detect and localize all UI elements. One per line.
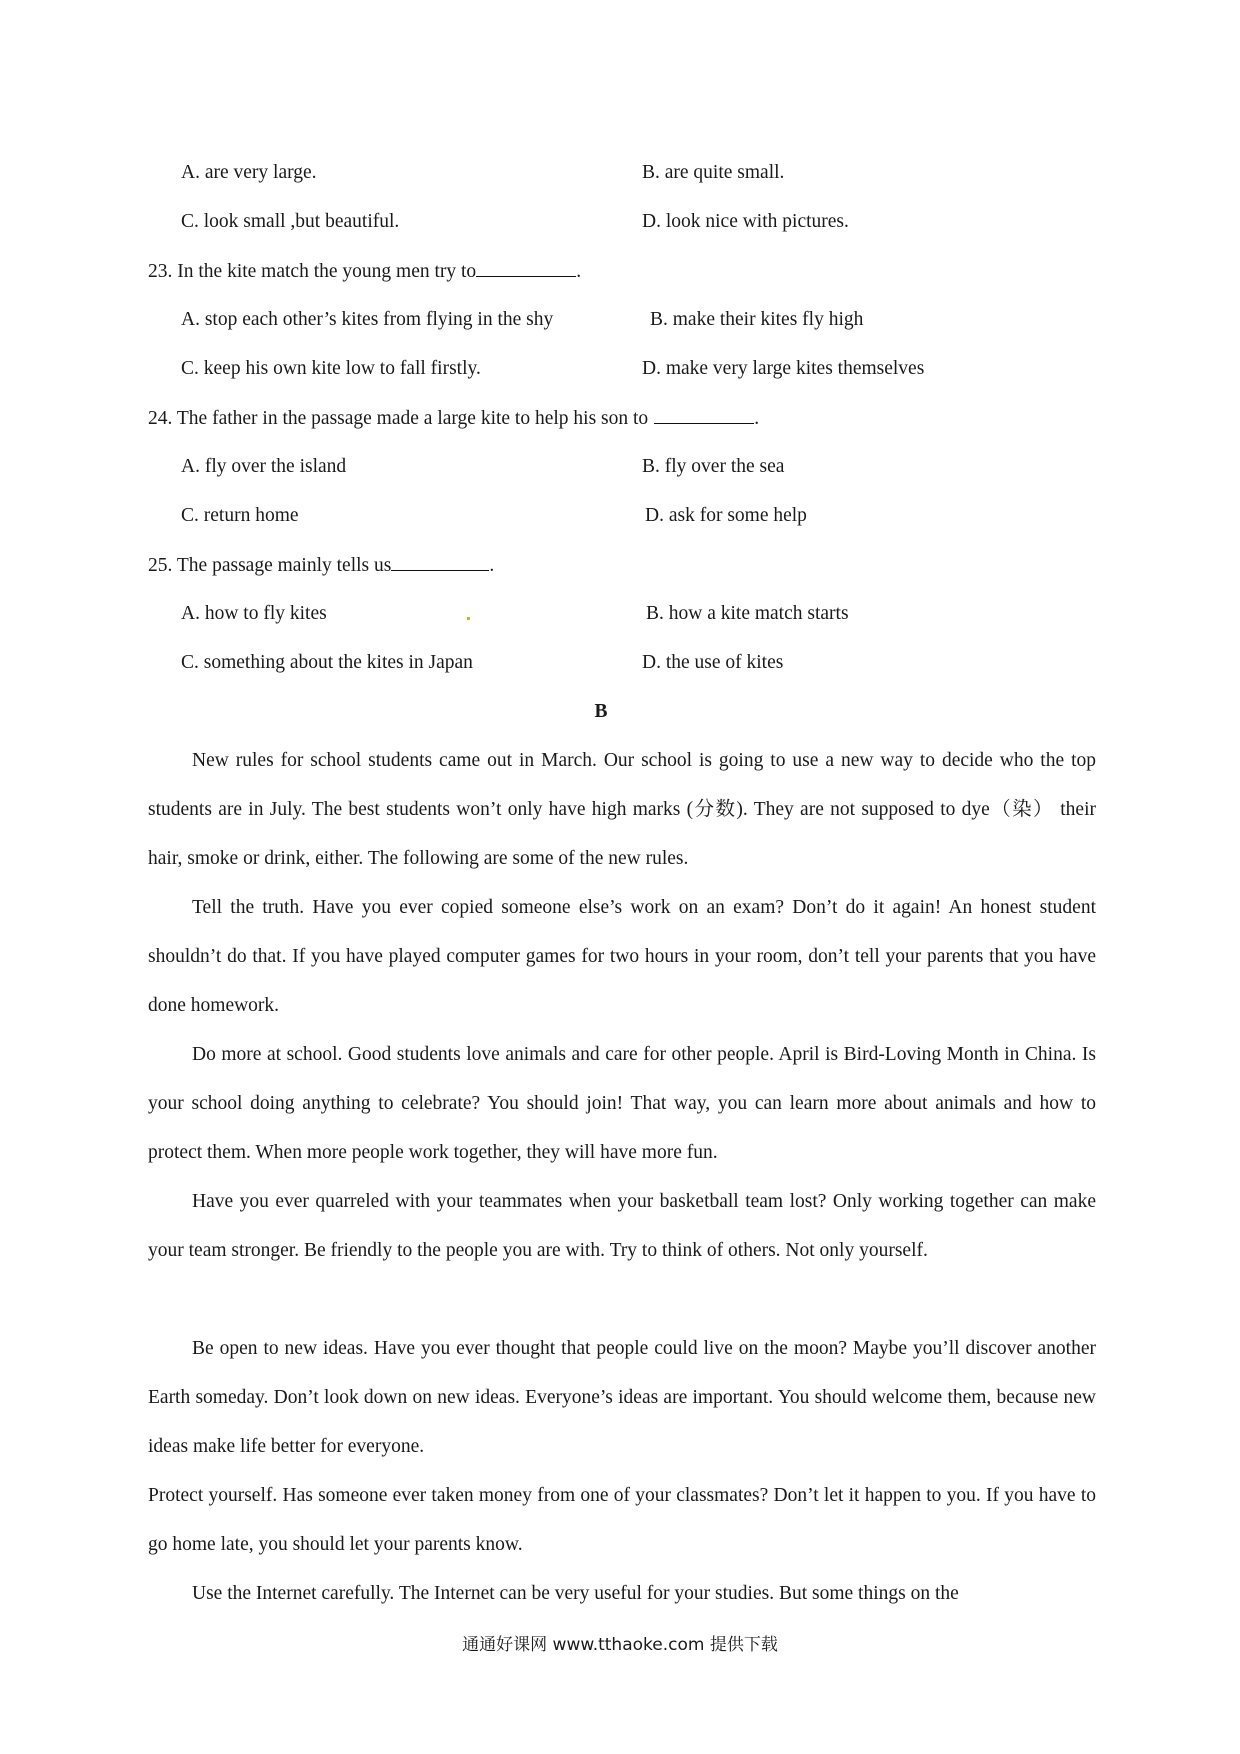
q24-option-a: A. fly over the island [181,456,347,477]
q23-stem-end: . [576,261,582,282]
q25-stem-line [148,552,494,579]
q25-option-a: A. how to fly kites [181,603,327,624]
q22-option-d: D. look nice with pictures. [642,211,849,232]
passage-paragraph-3: Do more at school. Good students love animals and care for other people. April is Bird-Loving Month in China. Is your school doing anything to celebrate? You should join! That way, you can learn more about animals and how to protect them. When more people work together, they will have more fun. [148,1044,1096,1163]
q25-option-b: B. how a kite match starts [646,603,849,624]
passage-paragraph-7: Use the Internet carefully. The Internet can be very useful for your studies. But some things on the [192,1583,959,1604]
q24-option-d: D. ask for some help [645,505,807,526]
q23-stem: 23. In the kite match the young men try to [148,261,477,282]
q24-stem-line [148,405,759,432]
q25-option-c: C. something about the kites in Japan [181,652,473,673]
q22-option-c: C. look small ,but beautiful. [181,211,400,232]
q24-option-c: C. return home [181,505,299,526]
q23-option-b: B. make their kites fly high [650,309,864,330]
q25-answer-blank[interactable] [391,552,489,571]
page-footer: 通通好课网 www.tthaoke.com 提供下载 [462,1635,778,1655]
q24-stem: 24. The father in the passage made a large kite to help his son to [148,408,649,429]
q24-stem-end: . [754,408,760,429]
passage-paragraph-6: Protect yourself. Has someone ever taken money from one of your classmates? Don’t let it happen to you. If you have to go home late, you should let your parents know. [148,1485,1096,1555]
q25-stem: 25. The passage mainly tells us [148,555,392,576]
q23-answer-blank[interactable] [476,258,576,277]
passage-paragraph-1: New rules for school students came out in March. Our school is going to use a new way to decide who the top students are in July. The best students won’t only have high marks (分数). They are not supposed to dye（染） their hair, smoke or drink, either. The following are some of the new rules. [148,750,1096,869]
passage-paragraph-4: Have you ever quarreled with your teammates when your basketball team lost? Only working together can make your team stronger. Be friendly to the people you are with. Try to think of others. Not only yourself. [148,1191,1096,1261]
q25-stem-end: . [489,555,495,576]
q25-option-d: D. the use of kites [642,652,784,673]
q24-option-b: B. fly over the sea [642,456,785,477]
q23-stem-line [148,258,581,285]
passage-paragraph-2: Tell the truth. Have you ever copied someone else’s work on an exam? Don’t do it again! An honest student shouldn’t do that. If you have played computer games for two hours in your room, don’t tell your parents that you have done homework. [148,897,1096,1016]
q22-option-a: A. are very large. [181,162,317,183]
q23-option-a: A. stop each other’s kites from flying in the shy [181,309,554,330]
q22-option-b: B. are quite small. [642,162,785,183]
q23-option-c: C. keep his own kite low to fall firstly. [181,358,481,379]
section-b-title: B [594,701,608,722]
passage-paragraph-5: Be open to new ideas. Have you ever thought that people could live on the moon? Maybe you’ll discover another Earth someday. Don’t look down on new ideas. Everyone’s ideas are important. You should welcome them, because new ideas make life better for everyone. [148,1338,1096,1457]
q24-answer-blank[interactable] [654,405,754,424]
q23-option-d: D. make very large kites themselves [642,358,925,379]
scan-speck [467,617,470,620]
